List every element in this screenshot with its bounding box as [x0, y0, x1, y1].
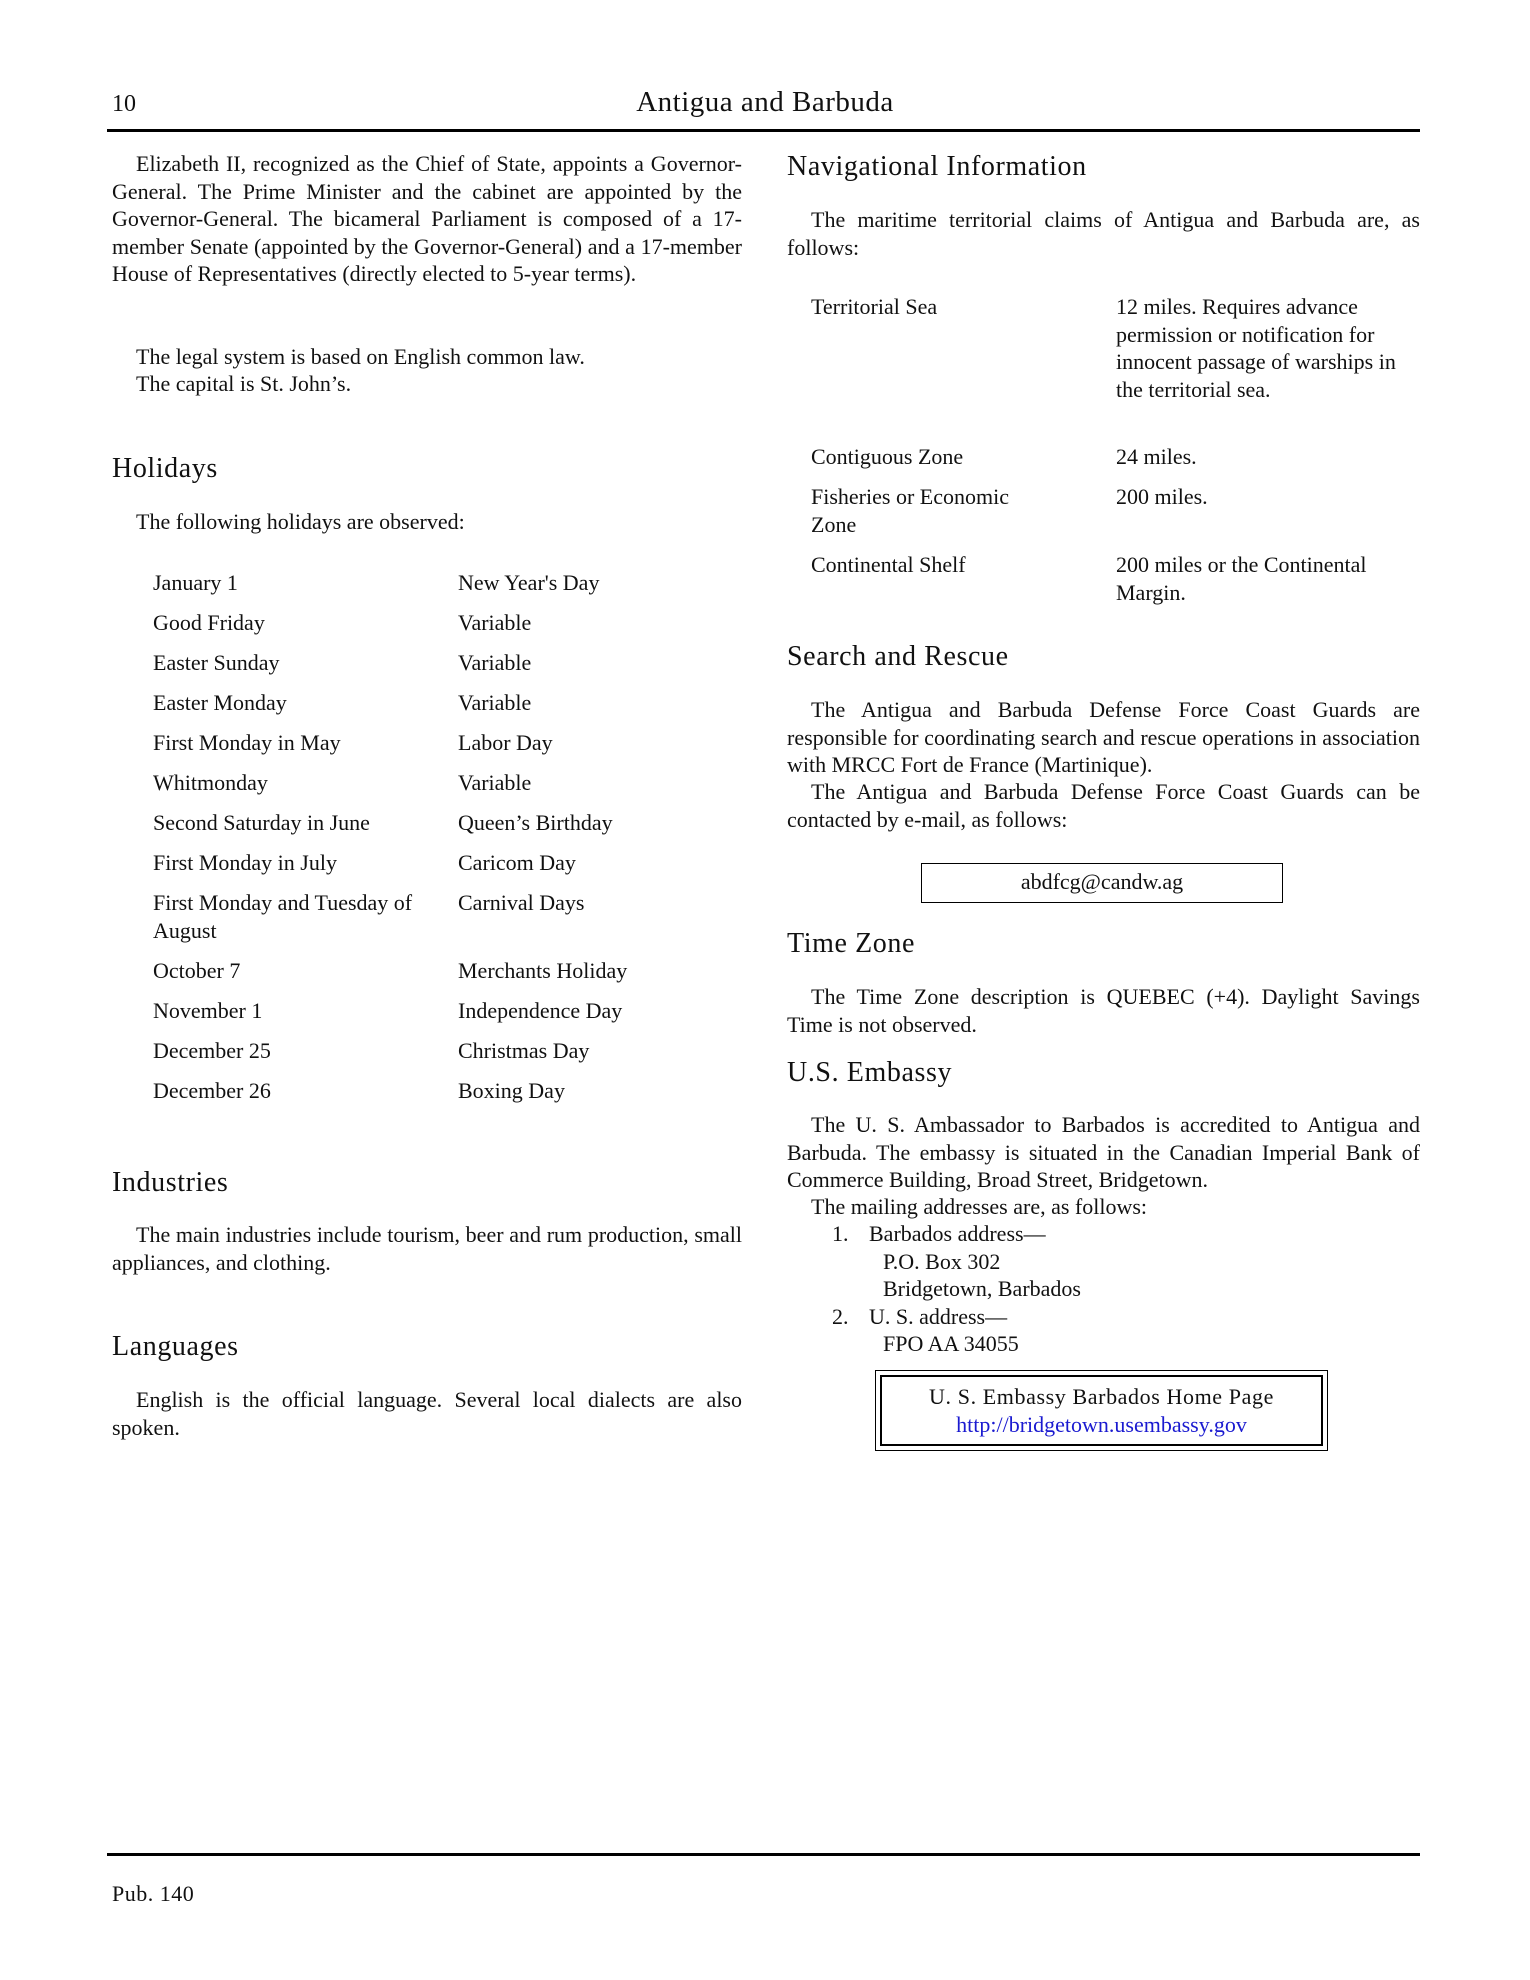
holiday-date: First Monday in July [153, 850, 337, 875]
holiday-name: New Year's Day [458, 570, 600, 595]
holiday-date: Easter Sunday [153, 650, 280, 675]
claim-term: Territorial Sea [811, 294, 938, 319]
running-title: Antigua and Barbuda [636, 86, 894, 118]
holiday-name: Variable [458, 610, 532, 635]
holiday-name: Caricom Day [458, 850, 576, 875]
embassy-home-page-inner [880, 1375, 1323, 1446]
holiday-date: First Monday in May [153, 730, 341, 755]
holiday-date: January 1 [153, 570, 238, 595]
holiday-name: Independence Day [458, 998, 623, 1023]
holiday-name: Boxing Day [458, 1078, 565, 1103]
holiday-date: December 26 [153, 1078, 271, 1103]
holiday-date: First Monday and Tuesday of August [153, 890, 413, 943]
holiday-name: Variable [458, 650, 532, 675]
address-number: 1. [832, 1221, 849, 1246]
claim-definition: 200 miles or the Continental Margin. [1116, 552, 1367, 605]
address-line: P.O. Box 302 [883, 1249, 1001, 1274]
search-rescue-para-2: The Antigua and Barbuda Defense Force Coast Guards can be contacted by e-mail, as follows: [787, 779, 1420, 832]
navigational-intro: The maritime territorial claims of Antigua and Barbuda are, as follows: [787, 207, 1420, 260]
address-label: Barbados address— [869, 1221, 1046, 1246]
government-paragraph: Elizabeth II, recognized as the Chief of State, appoints a Governor-General. The Prime Minister and the cabinet are appointed by the Governor-General. The bicameral Parliament is composed of a 17-member Senate (appointed by the Governor-General) and a 17-member House of Representatives (directly elected to 5-year terms). [112, 151, 742, 286]
mailing-intro: The mailing addresses are, as follows: [811, 1194, 1148, 1219]
embassy-heading: U.S. Embassy [787, 1057, 953, 1088]
search-rescue-heading: Search and Rescue [787, 641, 1009, 672]
page-number: 10 [112, 91, 136, 117]
holiday-date: Whitmonday [153, 770, 268, 795]
embassy-home-page-box [875, 1370, 1328, 1451]
navigational-heading: Navigational Information [787, 151, 1087, 182]
email-address-box: abdfcg@candw.ag [921, 863, 1283, 903]
claim-definition: 24 miles. [1116, 444, 1197, 469]
claim-definition: 200 miles. [1116, 484, 1208, 509]
time-zone-text: The Time Zone description is QUEBEC (+4). Daylight Savings Time is not observed. [787, 984, 1420, 1037]
holiday-date: Second Saturday in June [153, 810, 370, 835]
address-label: U. S. address— [869, 1304, 1008, 1329]
footer-rule [107, 1853, 1420, 1856]
holiday-name: Carnival Days [458, 890, 585, 915]
holiday-name: Variable [458, 690, 532, 715]
holiday-date: November 1 [153, 998, 263, 1023]
holiday-date: Good Friday [153, 610, 265, 635]
languages-heading: Languages [112, 1331, 239, 1362]
search-rescue-para-1: The Antigua and Barbuda Defense Force Coast Guards are responsible for coordinating search and rescue operations in association with MRCC Fort de France (Martinique). [787, 697, 1420, 777]
holiday-date: October 7 [153, 958, 241, 983]
holiday-date: December 25 [153, 1038, 271, 1063]
embassy-home-page-link[interactable]: http://bridgetown.usembassy.gov [956, 1412, 1247, 1437]
holiday-name: Merchants Holiday [458, 958, 628, 983]
holiday-date: Easter Monday [153, 690, 287, 715]
claim-term: Continental Shelf [811, 552, 966, 577]
embassy-paragraph: The U. S. Ambassador to Barbados is accredited to Antigua and Barbuda. The embassy is situated in the Canadian Imperial Bank of Commerce Building, Broad Street, Bridgetown. [787, 1112, 1420, 1192]
address-number: 2. [832, 1304, 849, 1329]
claim-term: Contiguous Zone [811, 444, 964, 469]
industries-text: The main industries include tourism, beer and rum production, small appliances, and clothing. [112, 1222, 742, 1275]
claim-definition: 12 miles. Requires advance permission or notification for innocent passage of warships in the territorial sea. [1116, 294, 1396, 402]
industries-heading: Industries [112, 1167, 229, 1198]
header-rule [107, 129, 1420, 132]
address-line: FPO AA 34055 [883, 1331, 1019, 1356]
publication-number: Pub. 140 [112, 1881, 195, 1906]
holidays-intro: The following holidays are observed: [136, 509, 465, 534]
holidays-heading: Holidays [112, 453, 218, 484]
holiday-name: Queen’s Birthday [458, 810, 613, 835]
legal-system-text: The legal system is based on English common law. [136, 344, 585, 369]
embassy-home-page-title: U. S. Embassy Barbados Home Page [929, 1384, 1274, 1409]
holiday-name: Christmas Day [458, 1038, 590, 1063]
time-zone-heading: Time Zone [787, 928, 916, 959]
capital-text: The capital is St. John’s. [136, 371, 352, 396]
languages-text: English is the official language. Several local dialects are also spoken. [112, 1387, 742, 1440]
address-line: Bridgetown, Barbados [883, 1276, 1081, 1301]
holiday-name: Labor Day [458, 730, 553, 755]
claim-term: Fisheries or Economic Zone [811, 484, 1009, 537]
holiday-name: Variable [458, 770, 532, 795]
